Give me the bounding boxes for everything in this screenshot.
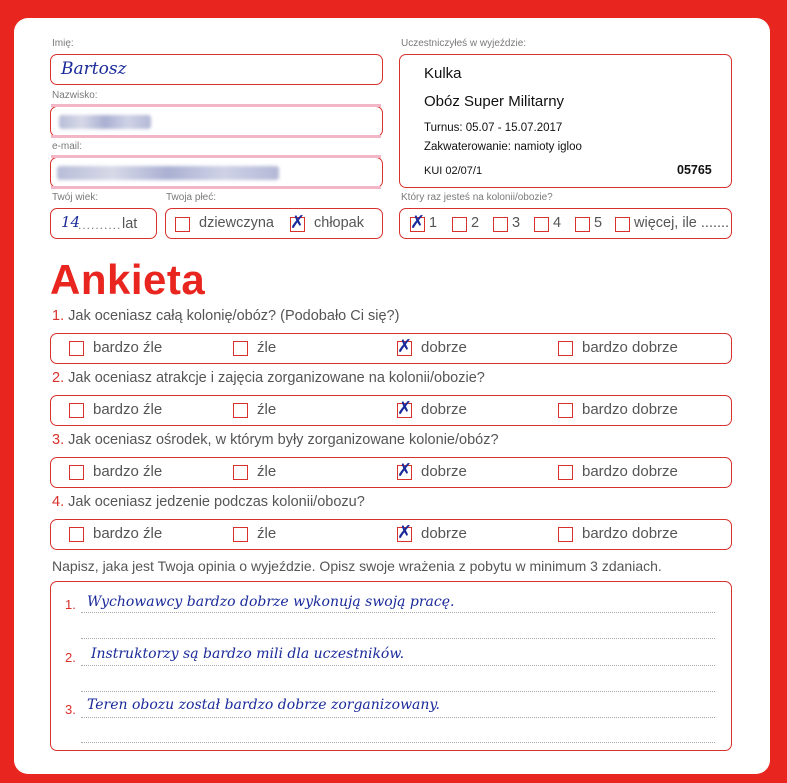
rating-option-label: dobrze (421, 401, 467, 418)
question-number: 4. (52, 494, 69, 510)
gender-option-girl: dziewczyna (199, 215, 274, 231)
times-checkbox-3[interactable] (493, 217, 508, 232)
times-checkbox-1[interactable] (410, 212, 426, 233)
opinion-prompt: Napisz, jaka jest Twoja opinia o wyjeździe. Opisz swoje wrażenia z pobytu w minimum 3 zdaniach. (52, 558, 662, 574)
rating-option-label: bardzo dobrze (582, 339, 678, 356)
times-option-4: 4 (553, 215, 562, 231)
age-field[interactable] (50, 208, 157, 239)
opinion-line-number: 2. (65, 650, 76, 665)
check-mark-icon: ✗ (290, 212, 306, 233)
survey-sheet (14, 18, 770, 774)
trip-turnus (424, 122, 562, 134)
question-number: 3. (52, 432, 69, 448)
times-checkbox-more[interactable] (615, 217, 630, 232)
writing-line (81, 665, 715, 666)
rating-row (50, 457, 732, 488)
rating-checkbox[interactable] (397, 398, 413, 419)
opinion-line-text: Teren obozu został bardzo dobrze zorganizowany. (87, 697, 440, 713)
rating-option-label: bardzo dobrze (582, 525, 678, 542)
rating-option-label: źle (257, 339, 277, 356)
times-option-3: 3 (512, 215, 521, 231)
rating-checkbox[interactable] (69, 341, 84, 356)
trip-number: 05765 (677, 163, 712, 177)
rating-row (50, 395, 732, 426)
writing-line (81, 742, 715, 743)
times-field (399, 208, 732, 239)
rating-checkbox[interactable] (558, 465, 573, 480)
email-redacted (57, 166, 279, 180)
rating-option-label: dobrze (421, 525, 467, 542)
rating-option-label: źle (257, 401, 277, 418)
check-mark-icon: ✗ (397, 522, 413, 543)
times-option-2: 2 (471, 215, 480, 231)
gender-label: Twoja płeć: (166, 192, 217, 203)
rating-checkbox[interactable] (233, 527, 248, 542)
gender-field (165, 208, 383, 239)
opinion-line-text: Instruktorzy są bardzo mili dla uczestników. (91, 646, 405, 662)
question-text (52, 370, 485, 386)
question-text (52, 494, 365, 510)
rating-row (50, 333, 732, 364)
turnus-label: Turnus: (424, 122, 463, 134)
surname-redacted (59, 115, 151, 129)
rating-checkbox[interactable] (69, 465, 84, 480)
question-number: 2. (52, 370, 69, 386)
name-field[interactable] (50, 54, 383, 85)
email-field[interactable] (50, 157, 383, 188)
rating-option-label: bardzo źle (93, 339, 163, 356)
age-value: 14 (61, 213, 81, 231)
times-option-more: więcej, ile ....... (634, 215, 730, 231)
trip-card (399, 54, 732, 188)
rating-checkbox[interactable] (69, 527, 84, 542)
times-checkbox-4[interactable] (534, 217, 549, 232)
trip-organizer: Kulka (424, 65, 462, 82)
writing-line (81, 717, 715, 718)
question-number: 1. (52, 308, 69, 324)
writing-line (81, 691, 715, 692)
rating-option-label: dobrze (421, 463, 467, 480)
redaction-band (51, 155, 381, 158)
trip-code: KUI 02/07/1 (424, 165, 483, 177)
question-label: Jak oceniasz jedzenie podczas kolonii/obozu? (68, 494, 365, 510)
writing-line (81, 612, 715, 613)
trip-camp: Obóz Super Militarny (424, 93, 565, 110)
gender-option-boy: chłopak (314, 215, 364, 231)
question-text (52, 432, 499, 448)
rating-checkbox[interactable] (558, 341, 573, 356)
age-label: Twój wiek: (52, 192, 99, 203)
redaction-band (51, 186, 381, 189)
rating-option-label: bardzo dobrze (582, 463, 678, 480)
name-label: Imię: (52, 38, 74, 49)
rating-checkbox[interactable] (397, 522, 413, 543)
check-mark-icon: ✗ (397, 398, 413, 419)
times-checkbox-2[interactable] (452, 217, 467, 232)
times-checkbox-5[interactable] (575, 217, 590, 232)
rating-row (50, 519, 732, 550)
trip-label: Uczestniczyłeś w wyjeździe: (401, 38, 527, 49)
name-value: Bartosz (61, 59, 127, 79)
rating-option-label: bardzo źle (93, 525, 163, 542)
rating-checkbox[interactable] (69, 403, 84, 418)
rating-option-label: źle (257, 463, 277, 480)
rating-checkbox[interactable] (233, 465, 248, 480)
rating-checkbox[interactable] (397, 460, 413, 481)
lodging-label: Zakwaterowanie: (424, 141, 511, 153)
check-mark-icon: ✗ (397, 460, 413, 481)
question-label: Jak oceniasz całą kolonię/obóz? (Podobało Ci się?) (68, 308, 400, 324)
redaction-band (51, 135, 381, 138)
rating-option-label: dobrze (421, 339, 467, 356)
rating-checkbox[interactable] (233, 403, 248, 418)
age-dots: .......... (78, 218, 122, 232)
question-label: Jak oceniasz atrakcje i zajęcia zorganizowane na kolonii/obozie? (68, 370, 485, 386)
rating-checkbox[interactable] (558, 527, 573, 542)
gender-checkbox-girl[interactable] (175, 217, 190, 232)
trip-lodging (424, 141, 582, 153)
redaction-band (51, 104, 381, 107)
question-text (52, 308, 399, 324)
page-title: Ankieta (50, 256, 206, 303)
surname-label: Nazwisko: (52, 90, 98, 101)
turnus-value: 05.07 - 15.07.2017 (465, 122, 563, 134)
opinion-line-number: 1. (65, 597, 76, 612)
rating-option-label: źle (257, 525, 277, 542)
age-unit: lat (122, 216, 138, 232)
check-mark-icon: ✗ (397, 336, 413, 357)
email-label: e-mail: (52, 141, 83, 152)
times-option-5: 5 (594, 215, 603, 231)
rating-checkbox[interactable] (233, 341, 248, 356)
gender-checkbox-boy[interactable] (290, 212, 306, 233)
rating-option-label: bardzo dobrze (582, 401, 678, 418)
check-mark-icon: ✗ (410, 212, 426, 233)
writing-line (81, 638, 715, 639)
opinion-line-number: 3. (65, 702, 76, 717)
times-label: Który raz jesteś na kolonii/obozie? (401, 192, 553, 203)
rating-option-label: bardzo źle (93, 401, 163, 418)
opinion-line-text: Wychowawcy bardzo dobrze wykonują swoją pracę. (87, 594, 455, 610)
question-label: Jak oceniasz ośrodek, w którym były zorganizowane kolonie/obóz? (68, 432, 499, 448)
rating-option-label: bardzo źle (93, 463, 163, 480)
rating-checkbox[interactable] (397, 336, 413, 357)
lodging-value: namioty igloo (514, 141, 582, 153)
times-option-1: 1 (429, 215, 438, 231)
surname-field[interactable] (50, 106, 383, 137)
opinion-box[interactable] (50, 581, 732, 751)
rating-checkbox[interactable] (558, 403, 573, 418)
